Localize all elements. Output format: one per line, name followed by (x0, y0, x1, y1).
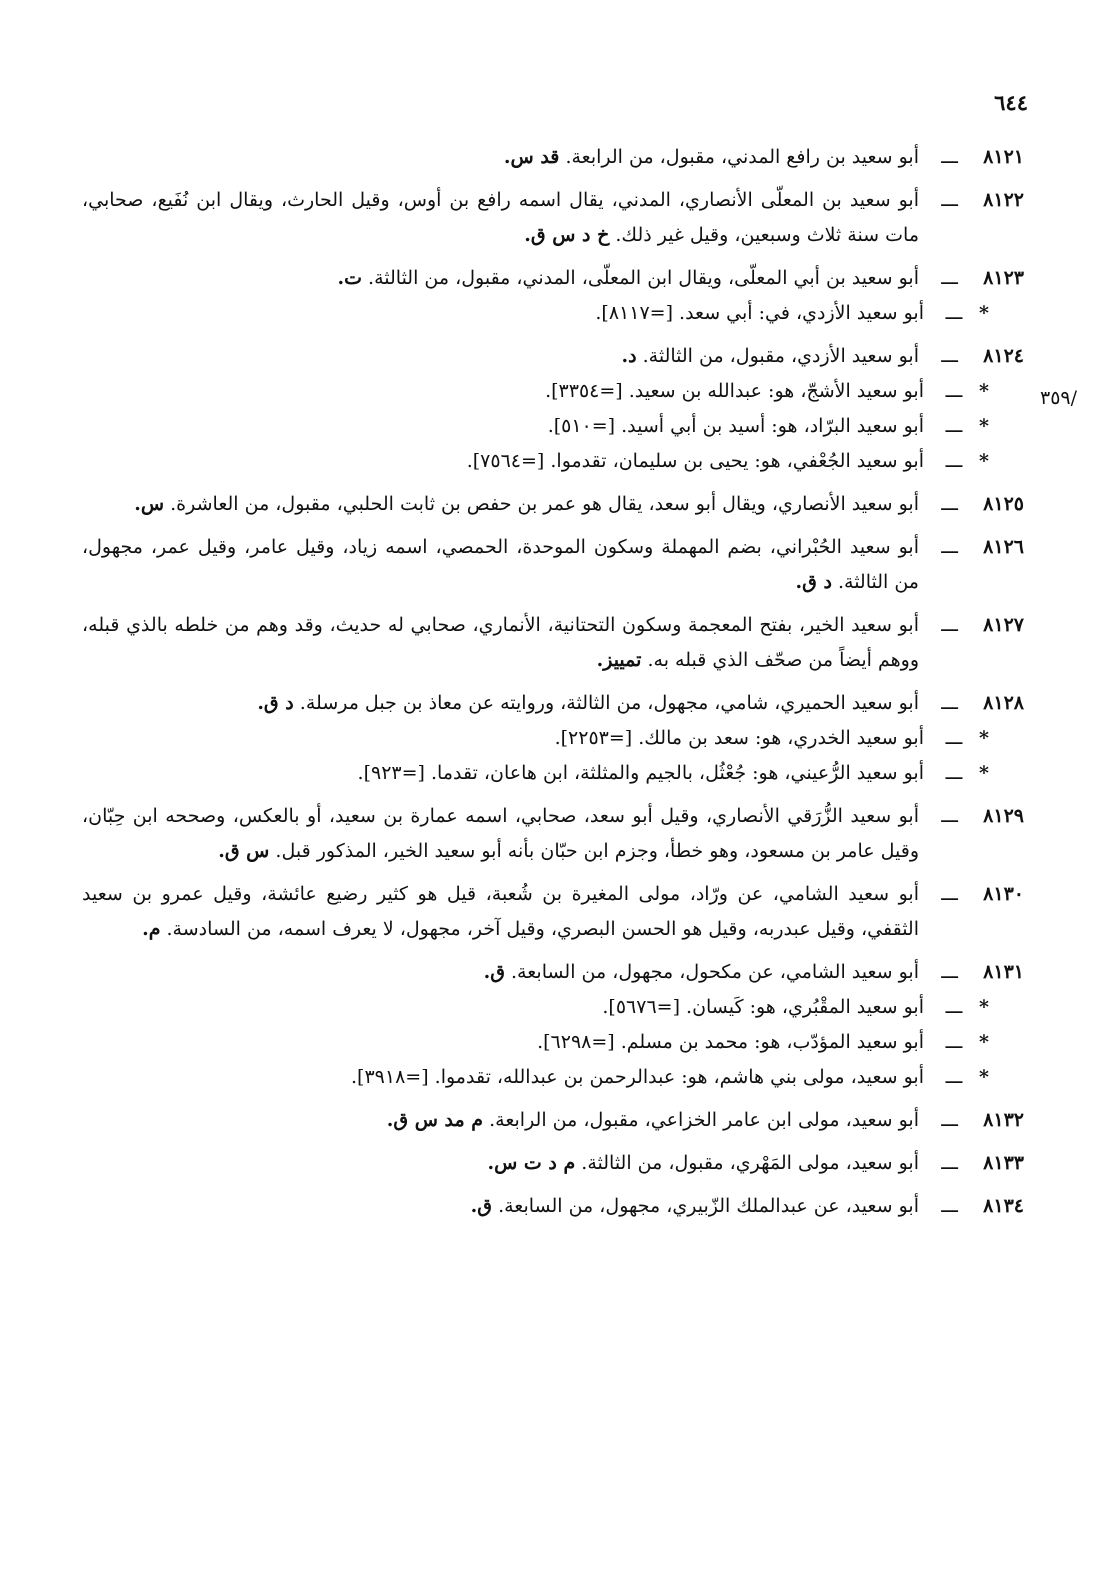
reference-text: أبو سعيد المقْبُري، هو: كَيسان. [=٥٦٧٦]. (602, 996, 924, 1018)
dash-separator: ـــ (941, 692, 958, 714)
reference-text: أبو سعيد الأزدي، في: أبي سعد. [=٨١١٧]. (595, 302, 924, 324)
entry-symbols: م. (142, 918, 161, 940)
entry-number: ٨١٣٣ (983, 1152, 1024, 1174)
cross-reference (82, 374, 1024, 409)
star-icon: * (979, 415, 989, 437)
dash-separator: ـــ (941, 493, 958, 515)
cross-reference (82, 721, 1024, 756)
entry-symbols: د. (621, 345, 637, 367)
dash-separator: ـــ (941, 805, 958, 827)
star-icon: * (979, 380, 989, 402)
entry-number: ٨١٣١ (983, 961, 1024, 983)
entry-text: أبو سعيد، مولى ابن عامر الخزاعي، مقبول، من الرابعة. (489, 1109, 919, 1131)
star-icon: * (979, 1066, 989, 1088)
entry-symbols: د ق. (257, 692, 294, 714)
entry-8122 (82, 183, 1024, 253)
page-number: ٦٤٤ (994, 90, 1028, 115)
star-icon: * (979, 727, 989, 749)
entry-text: أبو سعيد الحميري، شامي، مجهول، من الثالثة، وروايته عن معاذ بن جبل مرسلة. (299, 692, 919, 714)
dash-separator: ـــ (945, 415, 963, 437)
reference-text: أبو سعيد الجُعْفي، هو: يحيى بن سليمان، تقدموا. [=٧٥٦٤]. (466, 450, 924, 472)
star-icon: * (979, 996, 989, 1018)
dash-separator: ـــ (945, 380, 963, 402)
cross-reference (82, 1025, 1024, 1060)
entry-text: أبو سعيد، مولى المَهْري، مقبول، من الثالثة. (581, 1152, 919, 1174)
entry-8125 (82, 487, 1024, 522)
entry-number: ٨١٢٩ (983, 805, 1024, 827)
dash-separator: ـــ (941, 614, 958, 636)
entry-symbols: قد س. (503, 146, 560, 168)
entry-symbols: خ د س ق. (524, 224, 610, 246)
margin-page-reference: /٣٥٩ (1040, 387, 1078, 409)
entry-8126 (82, 530, 1024, 600)
dash-separator: ـــ (941, 883, 958, 905)
entry-symbols: ق. (483, 961, 505, 983)
cross-reference (82, 409, 1024, 444)
entry-8127 (82, 608, 1024, 678)
reference-text: أبو سعيد الخدري، هو: سعد بن مالك. [=٢٢٥٣]. (554, 727, 924, 749)
dash-separator: ـــ (941, 1152, 958, 1174)
entry-text: أبو سعيد الشامي، عن ورّاد، مولى المغيرة بن شُعبة، قيل هو كثير رضيع عائشة، وقيل عمرو بن سعيد الثقفي، وقيل عبدربه، وقيل هو الحسن البصري، وقيل آخر، مجهول، لا يعرف اسمه، من السادسة. (82, 883, 919, 940)
entry-8129 (82, 799, 1024, 869)
dash-separator: ـــ (945, 1031, 963, 1053)
cross-reference (82, 990, 1024, 1025)
document-body (82, 140, 1024, 1224)
entry-text: أبو سعيد الزُّرَقي الأنصاري، وقيل أبو سعد، صحابي، اسمه عمارة بن سعيد، أو بالعكس، وصححه ابن حِبّان، وقيل عامر بن مسعود، وهو خطأ، وجزم ابن حبّان بأنه أبو سعيد الخير، المذكور قبل. (82, 805, 919, 862)
reference-text: أبو سعيد، مولى بني هاشم، هو: عبدالرحمن بن عبدالله، تقدموا. [=٣٩١٨]. (351, 1066, 924, 1088)
entry-number: ٨١٢٨ (983, 692, 1024, 714)
entry-8130 (82, 877, 1024, 947)
entry-number: ٨١٢٧ (983, 614, 1024, 636)
entry-number: ٨١٢٢ (983, 189, 1024, 211)
entry-number: ٨١٢٥ (983, 493, 1024, 515)
entry-symbols: ت. (337, 267, 362, 289)
cross-reference (82, 756, 1024, 791)
entry-symbols: د ق. (795, 571, 832, 593)
entry-text: أبو سعيد الحُبْراني، بضم المهملة وسكون الموحدة، الحمصي، اسمه زياد، وقيل عامر، وقيل عمر، مجهول، من الثالثة. (82, 536, 919, 593)
entry-text: أبو سعيد، عن عبدالملك الزّبيري، مجهول، من السابعة. (498, 1195, 919, 1217)
entry-symbols: س. (134, 493, 165, 515)
entry-symbols: ق. (470, 1195, 493, 1217)
entry-number: ٨١٢٤ (983, 345, 1024, 367)
cross-reference (82, 444, 1024, 479)
entry-text: أبو سعيد الأزدي، مقبول، من الثالثة. (642, 345, 919, 367)
dash-separator: ـــ (941, 267, 958, 289)
entry-8123 (82, 261, 1024, 296)
entry-number: ٨١٣٢ (983, 1109, 1024, 1131)
dash-separator: ـــ (941, 189, 958, 211)
dash-separator: ـــ (945, 1066, 963, 1088)
reference-text: أبو سعيد المؤدّب، هو: محمد بن مسلم. [=٦٢٩٨]. (537, 1031, 924, 1053)
entry-8124 (82, 339, 1024, 374)
star-icon: * (979, 302, 989, 324)
entry-8134 (82, 1189, 1024, 1224)
entry-symbols: تمييز. (596, 649, 642, 671)
entry-8121 (82, 140, 1024, 175)
entry-number: ٨١٢١ (983, 146, 1024, 168)
entry-8131 (82, 955, 1024, 990)
dash-separator: ـــ (945, 450, 963, 472)
reference-text: أبو سعيد الأشجّ، هو: عبدالله بن سعيد. [=٣٣٥٤]. (545, 380, 924, 402)
star-icon: * (979, 450, 989, 472)
entry-text: أبو سعيد الخير، بفتح المعجمة وسكون التحتانية، الأنماري، صحابي له حديث، وقد وهم من خلطه بالذي قبله، ووهم أيضاً من صحّف الذي قبله به. (82, 614, 919, 671)
dash-separator: ـــ (945, 996, 963, 1018)
entry-symbols: م مد س ق. (386, 1109, 484, 1131)
dash-separator: ـــ (941, 1109, 958, 1131)
star-icon: * (979, 1031, 989, 1053)
entry-number: ٨١٣٤ (983, 1195, 1024, 1217)
entry-8133 (82, 1146, 1024, 1181)
dash-separator: ـــ (945, 727, 963, 749)
reference-text: أبو سعيد البرّاد، هو: أسيد بن أبي أسيد. [=٥١٠]. (547, 415, 924, 437)
reference-text: أبو سعيد الرُّعيني، هو: جُعْثُل، بالجيم والمثلثة، ابن هاعان، تقدما. [=٩٢٣]. (357, 762, 924, 784)
cross-reference (82, 1060, 1024, 1095)
entry-number: ٨١٣٠ (983, 883, 1024, 905)
dash-separator: ـــ (941, 961, 958, 983)
entry-text: أبو سعيد الأنصاري، ويقال أبو سعد، يقال هو عمر بن حفص بن ثابت الحلبي، مقبول، من العاشرة. (170, 493, 919, 515)
cross-reference (82, 296, 1024, 331)
entry-text: أبو سعيد الشامي، عن مكحول، مجهول، من السابعة. (511, 961, 919, 983)
dash-separator: ـــ (945, 762, 963, 784)
dash-separator: ـــ (945, 302, 963, 324)
dash-separator: ـــ (941, 1195, 958, 1217)
entry-text: أبو سعيد بن أبي المعلّى، ويقال ابن المعلّى، المدني، مقبول، من الثالثة. (368, 267, 919, 289)
dash-separator: ـــ (941, 345, 958, 367)
entry-number: ٨١٢٦ (983, 536, 1024, 558)
dash-separator: ـــ (941, 536, 958, 558)
star-icon: * (979, 762, 989, 784)
entry-symbols: س ق. (218, 840, 270, 862)
entry-8128 (82, 686, 1024, 721)
entry-text: أبو سعيد بن رافع المدني، مقبول، من الرابعة. (565, 146, 919, 168)
entry-symbols: م د ت س. (487, 1152, 576, 1174)
entry-8132 (82, 1103, 1024, 1138)
entry-text: أبو سعيد بن المعلّى الأنصاري، المدني، يقال اسمه رافع بن أوس، وقيل الحارث، ويقال ابن نُفَيع، صحابي، مات سنة ثلاث وسبعين، وقيل غير ذلك. (82, 189, 919, 246)
entry-number: ٨١٢٣ (983, 267, 1024, 289)
dash-separator: ـــ (941, 146, 958, 168)
